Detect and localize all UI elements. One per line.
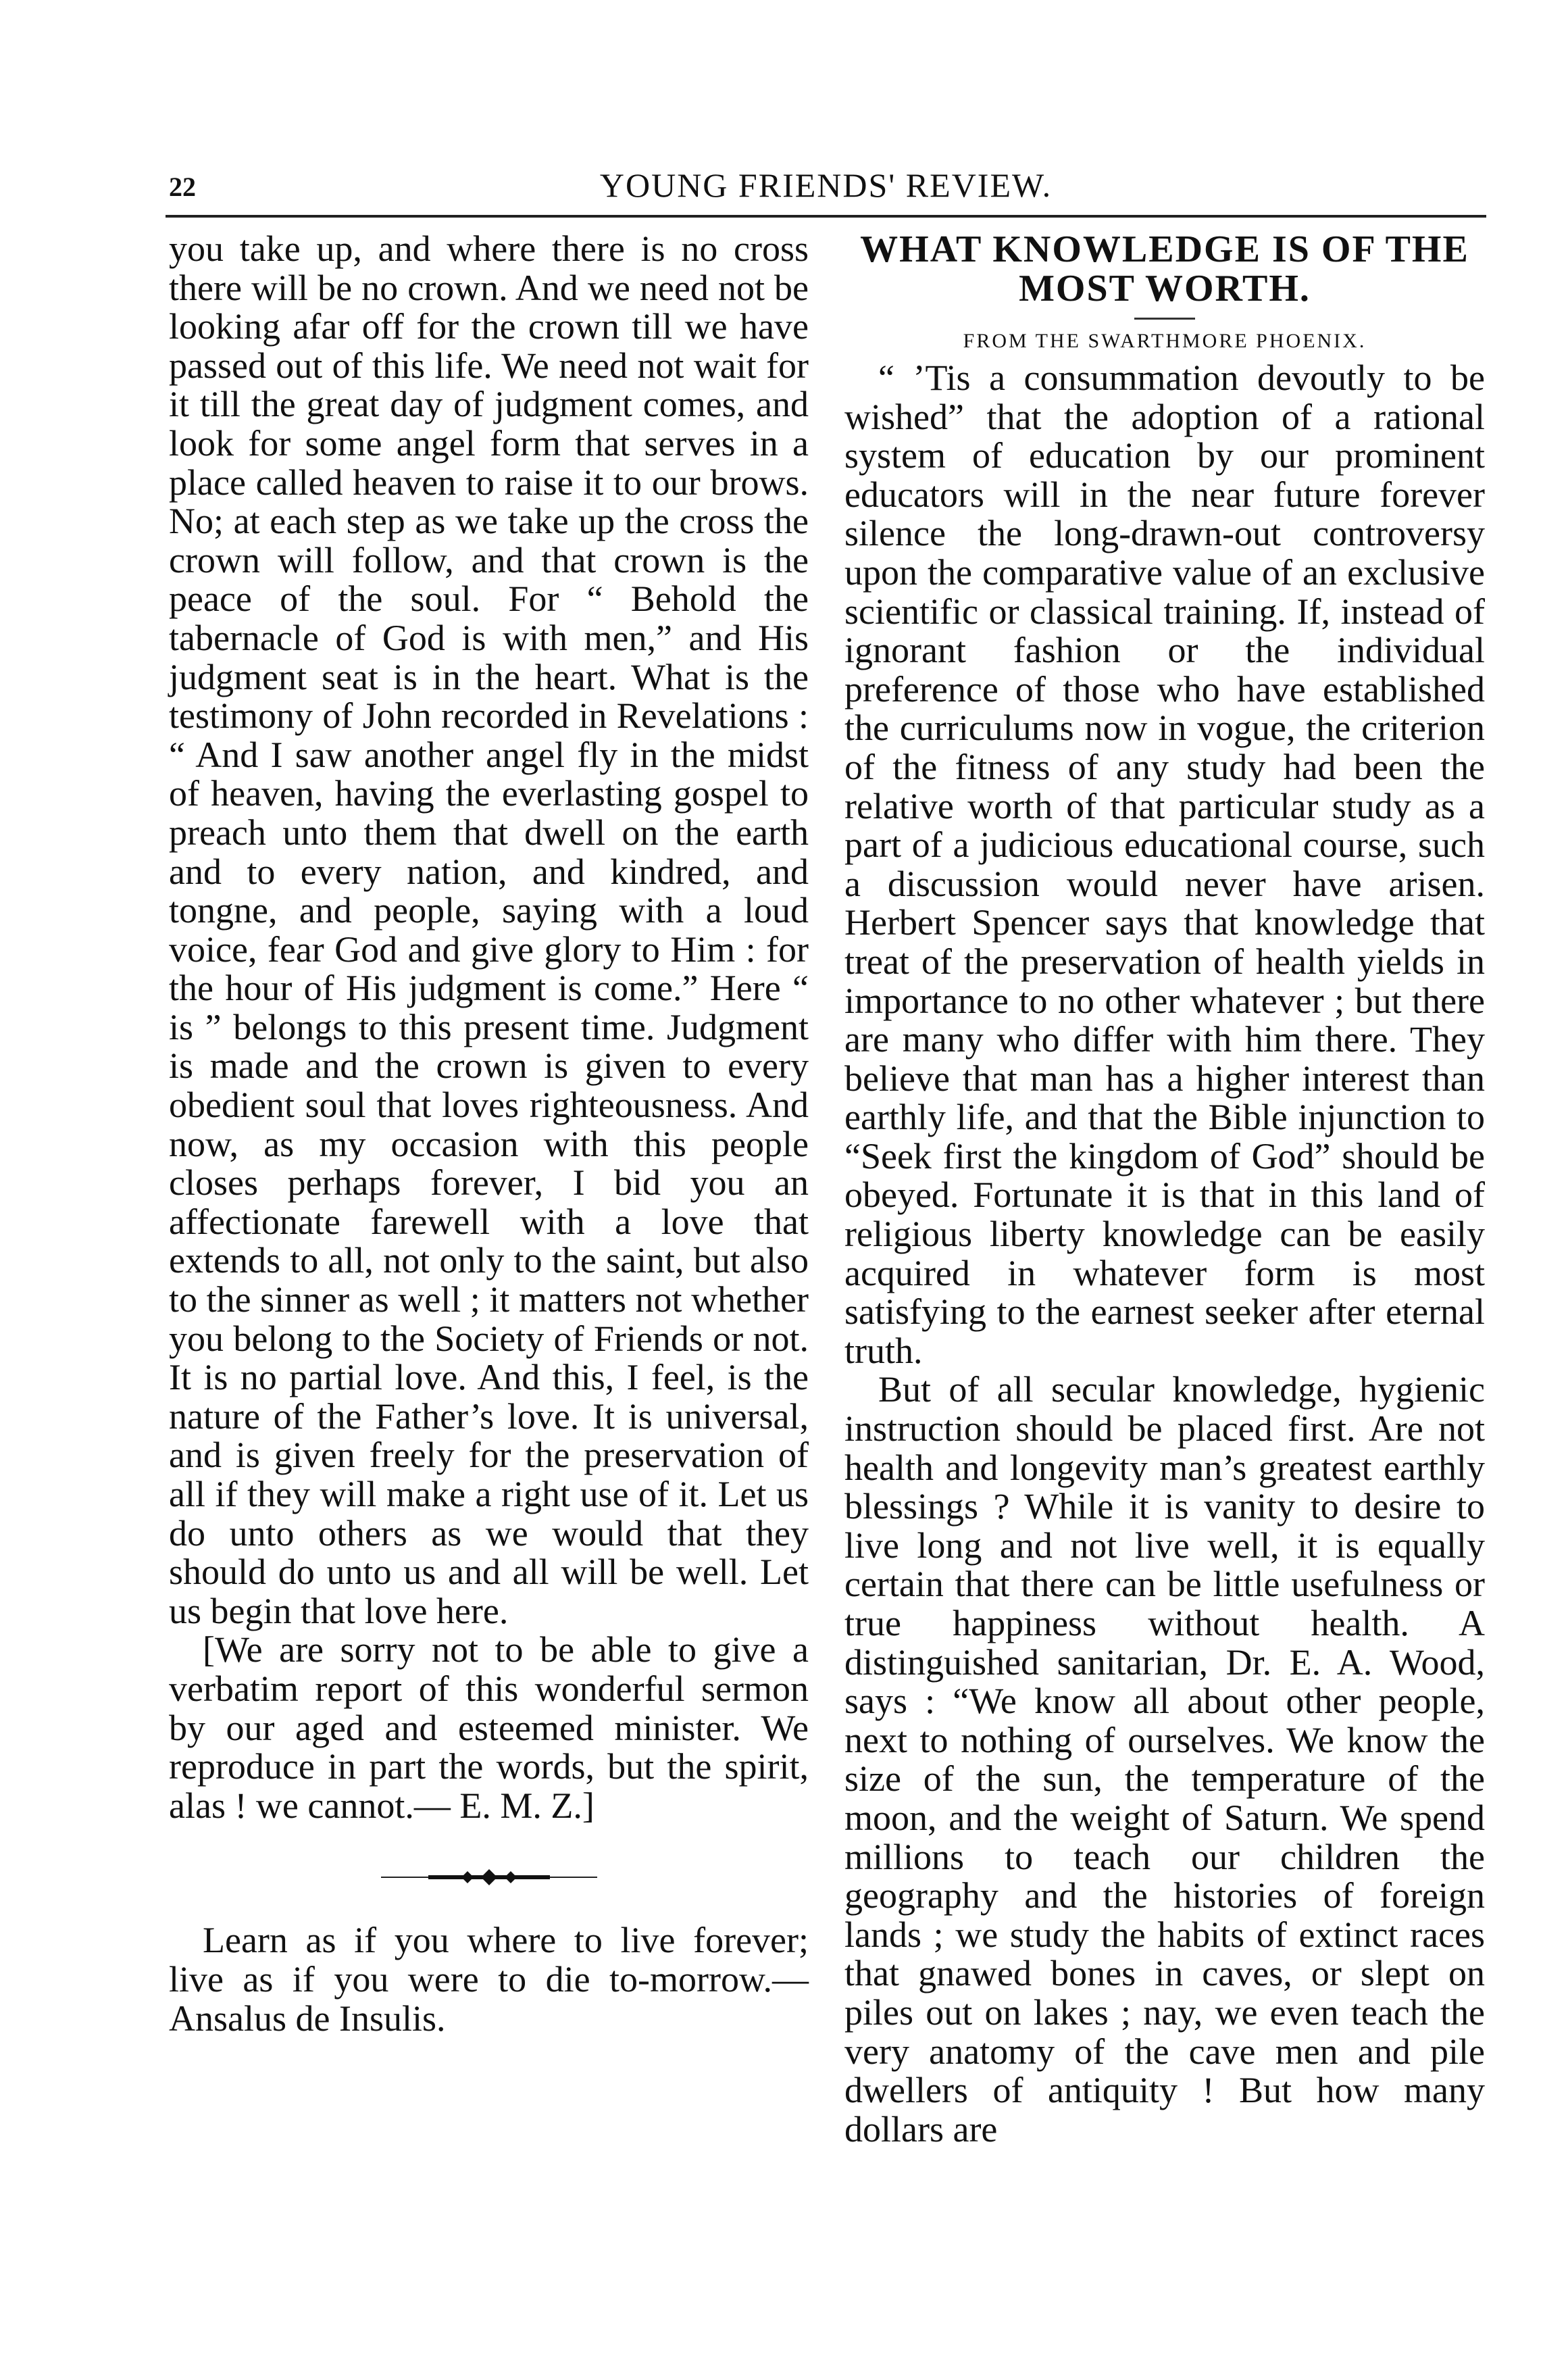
sermon-text: you take up, and where there is no cross there will be no crown. And we need not be looking afar off for the crown till we have passed out of this life. We need not wait for it till the great day of judgment comes, and look for some angel form that serves in a place called heaven to raise it to our brows. No; at each step as we take up the cross the crown will follow, and that crown is the peace of the soul. For “ Behold the tabernacle of God is with men,” and His judgment seat is in the heart. What is the testimony of John recorded in Revelations : “ And I saw another angel fly in the midst of heaven, having the everlasting gospel to preach unto them that dwell on the earth and to every nation, and kindred, and tongne, and people, saying with a loud voice, fear God and give glory to Him : for the hour of His judgment is come.” Here “ is ” belongs to this present time. Judgment is made and the crown is given to every obedient soul that loves righteousness. And now, as my occasion with this people closes perhaps forever, I bid you an affectionate farewell with a love that extends to all, not only to the saint, but also to the sinner as well ; it matters not whether you belong to the Society of Friends or not. It is no partial love. And this, I feel, is the nature of the Father’s love. It is universal, and is given freely for the preservation of all if they will make a right use of it. Let us do unto others as we would that they should do unto us and all will be well. Let us begin that love here. [169, 228, 809, 1631]
ornament-divider [381, 1866, 597, 1889]
running-title: YOUNG FRIENDS' REVIEW. [599, 166, 1053, 204]
ornament-divider-icon [381, 1866, 597, 1889]
article-paragraph: But of all secular knowledge, hygienic instruction should be placed first. Are not health and longevity man’s greatest earthly blessings ? While it is vanity to desire to live long and not live well, it is equally certain that there can be little usefulness or true happiness without health. A distinguished sanitarian, Dr. E. A. Wood, says : “We know all about other people, next to nothing of ourselves. We know the size of the sun, the temperature of the moon, and the weight of Saturn. We spend millions to teach our children the geography and the histories of foreign lands ; we study the habits of extinct races that gnawed bones in caves, or slept on piles out on lakes ; nay, we even teach the very anatomy of the cave men and pile dwellers of antiquity ! But how many dollars are [844, 1369, 1485, 2150]
right-column [844, 230, 1485, 2149]
closing-quote: Learn as if you where to live forever; live as if you were to die to-morrow.— Ansalus de Insulis. [169, 1920, 809, 2039]
title-rule [1134, 318, 1195, 320]
article-source: FROM THE SWARTHMORE PHOENIX. [963, 330, 1367, 352]
header-rule [166, 215, 1486, 218]
article-paragraph: “ ’Tis a consummation devoutly to be wished” that the adoption of a rational system of education by our prominent educators will in the near future forever silence the long-drawn-out controversy upon the comparative value of an exclusive scientific or classical training. If, instead of ignorant fashion or the individual preference of those who have established the curriculums now in vogue, the criterion of the fitness of any study had been the relative worth of that particular study as a part of a judicious educational course, such a discussion would never have arisen. Herbert Spencer says that knowledge that treat of the preservation of health yields in importance to no other whatever ; but there are many who differ with him there. They believe that man has a higher interest than earthly life, and that the Bible injunction to “Seek first the kingdom of God” should be obeyed. Fortunate it is that in this land of religious liberty knowledge can be easily acquired in whatever form is most satisfying to the earnest seeker after eternal truth. [844, 357, 1485, 1371]
editor-note: [We are sorry not to be able to give a verbatim report of this wonderful sermon by our aged and esteemed minister. We reproduce in part the words, but the spirit, alas ! we cannot.— E. M. Z.] [169, 1629, 809, 1826]
article-title: WHAT KNOWLEDGE IS OF THE MOST WORTH. [860, 228, 1469, 309]
page-header [169, 166, 1483, 213]
left-column [169, 230, 809, 2038]
page-number: 22 [169, 172, 196, 202]
